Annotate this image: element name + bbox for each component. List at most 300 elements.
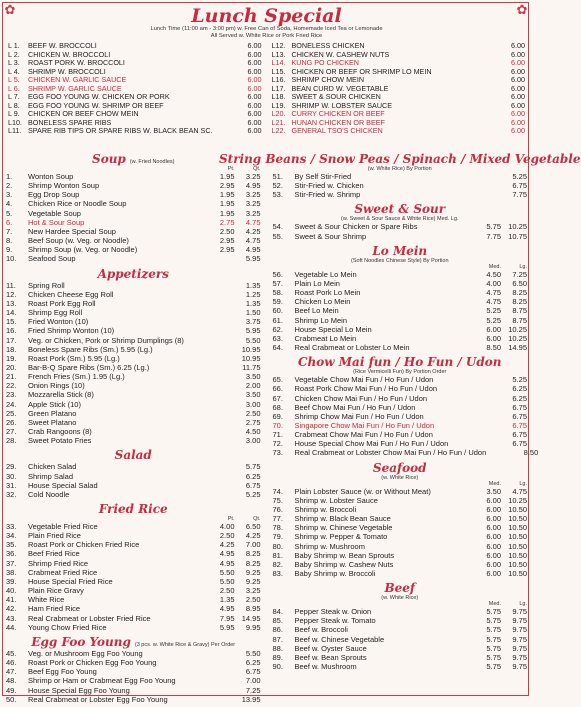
lunch-special-section (8, 6, 525, 136)
item-price: 6.00 (511, 49, 525, 59)
item-price-small: 5.75 (486, 616, 501, 626)
item-price-large: 6.25 (245, 658, 261, 668)
menu-section (273, 244, 528, 352)
item-number: 46. (6, 658, 17, 668)
menu-item (6, 481, 261, 490)
item-price-small: 5.25 (486, 306, 501, 316)
menu-item (6, 227, 261, 236)
item-name: Boneless Spare Ribs (Sm.) 5.95 (Lg.) (28, 344, 153, 354)
item-number: 82. (272, 559, 283, 569)
section-subtitle: (Soft Noodles Chinese Style) By Portion (350, 257, 449, 264)
item-price-small (209, 481, 235, 490)
item-price-small (475, 375, 501, 384)
menu-item (273, 635, 528, 644)
item-price-large: 5.50 (245, 335, 261, 345)
section-subtitle: (w. White Rice) (381, 595, 419, 602)
item-price-large: 2.00 (245, 381, 261, 391)
menu-item (6, 326, 261, 335)
item-name: Plain Fried Rice (28, 531, 81, 541)
item-name: Shrimp Fried Rice (28, 558, 89, 568)
item-number: 49. (6, 685, 17, 695)
menu-item (6, 667, 261, 676)
menu-body (6, 152, 581, 707)
menu-section (273, 461, 528, 579)
item-number: 34. (6, 531, 17, 541)
item-price: 6.00 (511, 100, 525, 110)
item-price-small: 6.00 (486, 559, 501, 569)
menu-item (273, 306, 528, 315)
menu-section (6, 267, 261, 446)
item-price-large: 6.75 (512, 181, 527, 191)
item-price-small (475, 412, 501, 421)
item-price-large: 6.25 (512, 384, 527, 394)
item-name: House Special Fried Rice (28, 576, 113, 586)
item-name: CURRY CHICKEN OR BEEF (291, 109, 385, 119)
item-price-large: 4.75 (245, 236, 261, 246)
item-name: Vegetable Soup (28, 208, 81, 218)
section-title: Egg Foo Young (31, 634, 131, 649)
menu-item (6, 354, 261, 363)
section-title: Beef (384, 581, 416, 596)
item-price-large: 9.75 (512, 643, 527, 653)
item-name: Beef Egg Foo Young (28, 667, 97, 677)
item-price: 6.00 (247, 49, 262, 59)
menu-item (6, 236, 261, 245)
item-price-small: 2.95 (219, 181, 235, 191)
item-name: Onion Rings (10) (28, 381, 85, 391)
item-price: 6.00 (511, 92, 525, 102)
menu-item (273, 523, 528, 532)
item-name: Beef w. Oyster Sauce (294, 643, 367, 653)
item-number: 2. (6, 181, 13, 191)
item-name: Chicken Lo Mein (294, 297, 351, 307)
item-name: House Special Salad (28, 480, 98, 490)
item-price-large: 10.50 (508, 541, 527, 551)
section-header (6, 448, 261, 462)
menu-item (6, 409, 261, 418)
item-price: 6.00 (511, 117, 525, 127)
item-number: 90. (272, 662, 283, 672)
item-name: SPARE RIB TIPS OR SPARE RIBS W. BLACK BEAN SC. (28, 126, 213, 136)
item-number: 80. (272, 541, 283, 551)
item-number: 53. (272, 190, 283, 200)
item-number: 42. (6, 604, 17, 614)
menu-item (6, 308, 261, 317)
item-price-large: 6.75 (512, 420, 527, 430)
item-price-small (209, 462, 235, 471)
item-price-large: 7.00 (245, 540, 261, 550)
item-price-small: 6.00 (486, 333, 501, 343)
item-price-small (209, 686, 235, 695)
item-name: Shrimp or Ham or Crabmeat Egg Foo Young (28, 676, 176, 686)
item-number: L 2. (8, 49, 20, 59)
menu-section (6, 502, 261, 632)
item-number: 79. (272, 532, 283, 542)
item-name: Real Crabmeat or Lobster Fried Rice (28, 613, 151, 623)
price-header-small: Pt. (227, 166, 235, 172)
item-name: EGG FOO YOUNG W. CHICKEN OR PORK (28, 92, 170, 102)
item-price-large: 2.50 (245, 408, 261, 418)
section-title: Chow Mai fun / Ho Fun / Udon (297, 355, 502, 370)
item-number: L16. (271, 75, 286, 85)
item-price-small: 5.75 (486, 634, 501, 644)
item-number: 29. (6, 462, 17, 472)
item-number: 22. (6, 381, 17, 391)
item-name: Roast Pork Egg Roll (28, 298, 96, 308)
item-name: CHICKEN W. BROCCOLI (28, 49, 111, 59)
item-name: Roast Pork (Sm.) 5.95 (Lg.) (28, 353, 120, 363)
item-name: Mozzarella Stick (8) (28, 390, 94, 400)
item-price-large: 5.25 (245, 489, 261, 499)
item-name: Singapore Chow Mai Fun / Ho Fun / Udon (294, 420, 435, 430)
lunch-list-right (272, 42, 526, 136)
item-name: Stir-Fried w. Chicken (294, 181, 364, 191)
lunch-list-left (8, 42, 262, 136)
item-number: 50. (6, 694, 17, 704)
item-price: 6.00 (511, 58, 525, 68)
item-name: Baby Shrimp w. Cashew Nuts (294, 559, 394, 569)
item-number: 24. (6, 399, 17, 409)
item-name: Shrimp w. Broccoli (294, 504, 357, 514)
item-name: Shrimp Lo Mein (294, 315, 348, 325)
item-number: 36. (6, 549, 17, 559)
item-price-small: 1.95 (219, 208, 235, 218)
item-number: 25. (6, 408, 17, 418)
item-name: Fried Wonton (10) (28, 317, 89, 327)
item-number: L 3. (8, 58, 20, 68)
item-price-large: 14.95 (508, 343, 527, 353)
item-number: 75. (272, 495, 283, 505)
item-price: 6.00 (247, 126, 262, 136)
menu-item (6, 390, 261, 399)
item-price-large: 6.75 (245, 667, 261, 677)
item-price-large: 4.95 (245, 245, 261, 255)
item-name: Crabmeat Fried Rice (28, 567, 98, 577)
item-price-small (475, 190, 501, 199)
menu-item (273, 232, 528, 241)
item-price-small (475, 384, 501, 393)
price-header-large: Qt. (253, 166, 261, 172)
item-price-small (475, 430, 501, 439)
item-number: L11. (8, 126, 22, 136)
item-name: Shrimp w. Black Bean Sauce (294, 514, 391, 524)
menu-item (6, 418, 261, 427)
item-number: 4. (6, 199, 13, 209)
item-number: 54. (272, 222, 283, 232)
item-price-large: 3.50 (245, 372, 261, 382)
item-number: 7. (6, 226, 13, 236)
item-price-large: 3.25 (245, 190, 261, 200)
item-price: 6.00 (247, 83, 262, 93)
item-name: BEAN CURD W. VEGETABLE (291, 83, 389, 93)
item-price-large: 6.75 (512, 430, 527, 440)
item-number: 83. (272, 569, 283, 578)
item-number: 6. (6, 217, 13, 227)
item-name: Plain Lo Mein (294, 278, 340, 288)
item-name: ROAST PORK W. BROCCOLI (28, 58, 125, 68)
item-name: Egg Drop Soup (28, 190, 80, 200)
item-price-small: 2.75 (219, 217, 235, 227)
item-name: House Special Chow Mai Fun / Ho Fun / Udon (294, 439, 449, 449)
item-name: BONELESS SPARE RIBS (28, 117, 112, 127)
menu-item (6, 290, 261, 299)
item-number: 71. (272, 430, 283, 440)
item-name: Sweet Platano (28, 417, 77, 427)
item-name: Vegetable Fried Rice (28, 522, 98, 531)
item-price-small: 4.00 (219, 522, 235, 531)
item-number: 38. (6, 567, 17, 577)
item-price-small: 4.50 (486, 269, 501, 279)
item-name: Bar-B-Q Spare Ribs (Sm.) 6.25 (Lg.) (28, 362, 150, 372)
item-number: 58. (272, 288, 283, 298)
item-number: 63. (272, 333, 283, 343)
item-name: Shrimp Salad (28, 471, 74, 481)
item-price-large: 5.25 (512, 375, 527, 385)
item-price-large: 10.50 (508, 504, 527, 514)
section-title: Seafood (372, 460, 427, 475)
item-number: L15. (271, 66, 286, 76)
item-number: 48. (6, 676, 17, 686)
item-price-large: 8.95 (245, 604, 261, 614)
menu-item (6, 686, 261, 695)
lunch-special-title: Lunch Special (191, 5, 342, 27)
section-title: Lo Mein (372, 243, 428, 258)
item-price-small: 8.50 (486, 343, 501, 353)
menu-item (6, 695, 261, 704)
item-price-small: 2.50 (219, 531, 235, 541)
item-price-small (475, 394, 501, 403)
item-price-small: 6.00 (486, 550, 501, 560)
item-price-large: 6.75 (245, 480, 261, 490)
item-price-large: 8.75 (512, 315, 527, 325)
item-number: 8. (6, 236, 13, 246)
item-number: 27. (6, 427, 17, 437)
item-price-small: 6.00 (486, 523, 501, 533)
item-price-large: 3.25 (245, 199, 261, 209)
item-price-large: 5.50 (245, 648, 261, 658)
item-name: BEEF W. BROCCOLI (28, 41, 97, 50)
item-number: L18. (271, 92, 286, 102)
item-price-large: 2.50 (245, 595, 261, 605)
section-header (273, 355, 528, 369)
item-name: French Fries (Sm.) 1.95 (Lg.) (28, 372, 125, 382)
item-number: L17. (271, 83, 286, 93)
item-price-small: 6.00 (486, 495, 501, 505)
item-price-large: 9.25 (245, 576, 261, 586)
menu-item (6, 658, 261, 667)
item-number: 17. (6, 335, 17, 345)
item-price-small: 4.75 (486, 288, 501, 298)
item-price-large: 10.50 (508, 559, 527, 569)
item-price-large: 1.50 (245, 308, 261, 318)
item-name: HUNAN CHICKEN OR BEEF (291, 117, 385, 127)
item-number: L 4. (8, 66, 20, 76)
menu-item (6, 649, 261, 658)
item-number: 28. (6, 436, 17, 446)
item-price-small: 5.75 (486, 222, 501, 232)
price-header-small: Med. (488, 601, 501, 608)
item-name: Pepper Steak w. Onion (294, 607, 372, 617)
item-price-small: 5.75 (486, 625, 501, 635)
price-header-large: Lg. (519, 601, 527, 608)
item-price-large: 10.50 (508, 523, 527, 533)
section-note: (3 pcs. w. White Rice & Gravy) Per Order (134, 641, 236, 648)
item-price-small: 4.00 (486, 278, 501, 288)
item-price-large: 5.95 (245, 326, 261, 336)
item-number: L22. (271, 126, 286, 136)
item-number: 86. (272, 625, 283, 635)
item-price-large: 8.75 (512, 306, 527, 316)
section-header (6, 267, 261, 281)
section-header (218, 152, 581, 166)
menu-item (273, 505, 528, 514)
item-number: L 9. (8, 109, 20, 119)
item-price-large: 10.95 (241, 353, 261, 363)
item-price-large: 9.75 (512, 662, 527, 672)
item-price-large: 9.75 (512, 616, 527, 626)
menu-item (6, 345, 261, 354)
item-price-small: 5.95 (219, 622, 235, 632)
menu-item (273, 403, 528, 412)
item-name: Real Crabmeat or Lobster Egg Foo Young (28, 694, 168, 704)
menu-item (6, 462, 261, 471)
menu-section (6, 448, 261, 499)
item-number: 11. (6, 280, 16, 290)
item-price-large: 6.25 (512, 393, 527, 403)
item-price-large: 10.25 (508, 222, 527, 232)
menu-item (273, 279, 528, 288)
item-number: 55. (272, 231, 283, 241)
item-price-large: 3.00 (245, 436, 261, 446)
item-price-small (209, 317, 235, 326)
item-price-large: 4.75 (512, 486, 527, 496)
menu-item (273, 412, 528, 421)
item-name: Stir-Fried w. Shrimp (294, 190, 361, 200)
item-name: Chicken Salad (28, 462, 77, 472)
menu-item (6, 549, 261, 558)
item-number: L 8. (8, 100, 20, 110)
menu-item (6, 190, 261, 199)
item-price-large: 5.75 (245, 462, 261, 472)
item-name: Roast Pork or Chicken Fried Rice (28, 540, 140, 550)
item-name: Sweet & Sour Shrimp (294, 231, 367, 241)
item-price-large: 6.75 (512, 439, 527, 449)
item-name: Hot & Sour Soup (28, 217, 85, 227)
section-title: Sweet & Sour (354, 202, 446, 217)
item-price-small: 5.75 (486, 662, 501, 672)
menu-item (6, 245, 261, 254)
item-name: Beef w. Chinese Vegetable (294, 634, 385, 644)
item-price-small: 6.00 (486, 569, 501, 578)
item-number: 60. (272, 306, 283, 316)
item-price-small (209, 400, 235, 409)
item-price-small (209, 299, 235, 308)
item-name: House Special Lo Mein (294, 324, 372, 334)
item-price-small (475, 172, 501, 181)
item-name: Pepper Steak w. Tomato (294, 616, 376, 626)
menu-item (6, 317, 261, 326)
item-price-large: 6.75 (512, 402, 527, 412)
menu-item (273, 616, 528, 625)
item-price-small: 5.50 (219, 576, 235, 586)
item-name: Veg. or Chicken, Pork or Shrimp Dumplings (8) (28, 335, 184, 345)
menu-item (273, 487, 528, 496)
item-name: Shrimp Chow Mai Fun / Ho Fun / Udon (294, 411, 424, 421)
menu-item (6, 218, 261, 227)
menu-item (6, 522, 261, 531)
item-price-large: 8.25 (245, 558, 261, 568)
item-price-large: 8.50 (523, 448, 539, 458)
item-price-large: 10.50 (508, 532, 527, 542)
item-price-large: 10.25 (508, 495, 527, 505)
item-number: 69. (272, 411, 283, 421)
item-number: 20. (6, 362, 17, 372)
item-name: Sweet & Sour Chicken or Spare Ribs (294, 222, 418, 232)
item-price-small (209, 695, 235, 704)
item-name: SHRIMP W. GARLIC SAUCE (28, 83, 122, 93)
menu-item (273, 551, 528, 560)
item-number: 15. (6, 317, 17, 327)
item-name: CHICKEN W. CASHEW NUTS (291, 49, 390, 59)
item-number: 3. (6, 190, 13, 200)
menu-section (273, 581, 528, 671)
item-name: BONELESS CHICKEN (291, 41, 365, 50)
item-number: 57. (272, 278, 283, 288)
item-name: Veg. or Mushroom Egg Foo Young (28, 648, 143, 658)
menu-item (6, 490, 261, 499)
item-price-large: 3.25 (245, 208, 261, 218)
menu-item (273, 297, 528, 306)
item-price-small: 2.95 (219, 245, 235, 255)
item-number: 52. (272, 181, 283, 191)
item-name: Sweet Potato Fries (28, 436, 92, 446)
item-price-large: 4.50 (245, 427, 261, 437)
item-price-small (209, 427, 235, 436)
lunch-special-note-rice: All Served w. White Rice or Pork Fried Rice (210, 33, 323, 39)
item-number: 1. (6, 172, 13, 181)
menu-section (6, 635, 261, 704)
item-name: New Hardee Special Soup (28, 226, 116, 236)
item-price: 6.00 (247, 75, 262, 85)
item-number: 70. (272, 420, 283, 430)
item-number: 67. (272, 393, 283, 403)
item-number: 10. (6, 254, 17, 264)
item-name: Beef Chow Mai Fun / Ho Fun / Udon (294, 402, 416, 412)
item-name: GENERAL TSO'S CHICKEN (291, 126, 383, 136)
menu-item (6, 172, 261, 181)
item-price-large: 3.50 (245, 390, 261, 400)
menu-item (6, 531, 261, 540)
item-price-large: 9.75 (512, 625, 527, 635)
item-price: 6.00 (511, 66, 525, 76)
price-header-large: Lg. (519, 263, 527, 270)
lunch-item (8, 127, 262, 136)
item-number: 43. (6, 613, 17, 623)
item-price-small (209, 290, 235, 299)
item-name: Crabmeat Lo Mein (294, 333, 357, 343)
menu-item (6, 540, 261, 549)
item-number: 76. (272, 504, 283, 514)
item-name: Vegetable Lo Mein (294, 269, 357, 279)
menu-item (273, 496, 528, 505)
menu-item (273, 394, 528, 403)
menu-item (273, 375, 528, 384)
item-price-small: 5.50 (219, 567, 235, 577)
item-number: 64. (272, 343, 283, 353)
item-name: Green Platano (28, 408, 77, 418)
item-name: Crabmeat Chow Mai Fun / Ho Fun / Udon (294, 430, 433, 440)
item-name: Beef Fried Rice (28, 549, 80, 559)
